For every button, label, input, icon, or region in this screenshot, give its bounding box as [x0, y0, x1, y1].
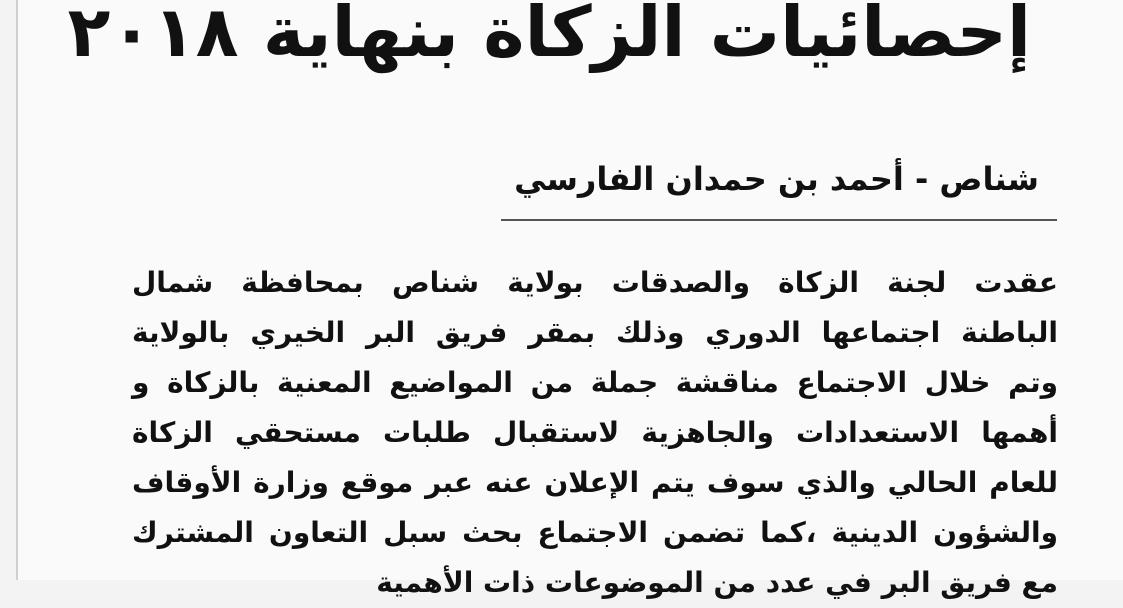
article-headline: إحصائيات الزكاة بنهاية ٢٠١٨ — [67, 0, 1031, 73]
byline-divider — [501, 219, 1057, 221]
body-line: عقدت لجنة الزكاة والصدقات بولاية شناص بمحافظة شمال — [132, 266, 1058, 299]
body-line: مع فريق البر في عدد من الموضوعات ذات الأهمية — [376, 566, 1058, 599]
body-line: وتم خلال الاجتماع مناقشة جملة من المواضيع المعنية بالزكاة و — [132, 366, 1058, 399]
article-byline: شناص - أحمد بن حمدان الفارسي — [514, 160, 1039, 198]
body-line: والشؤون الدينية ،كما تضمن الاجتماع بحث سبل التعاون المشترك — [132, 516, 1058, 549]
body-line: الباطنة اجتماعها الدوري وذلك بمقر فريق البر الخيري بالولاية — [132, 316, 1058, 349]
newspaper-page — [16, 0, 1123, 599]
body-line: أهمها الاستعدادات والجاهزية لاستقبال طلبات مستحقي الزكاة — [132, 416, 1058, 449]
article-body — [132, 258, 1058, 608]
body-line: للعام الحالي والذي سوف يتم الإعلان عنه عبر موقع وزارة الأوقاف — [132, 466, 1058, 499]
